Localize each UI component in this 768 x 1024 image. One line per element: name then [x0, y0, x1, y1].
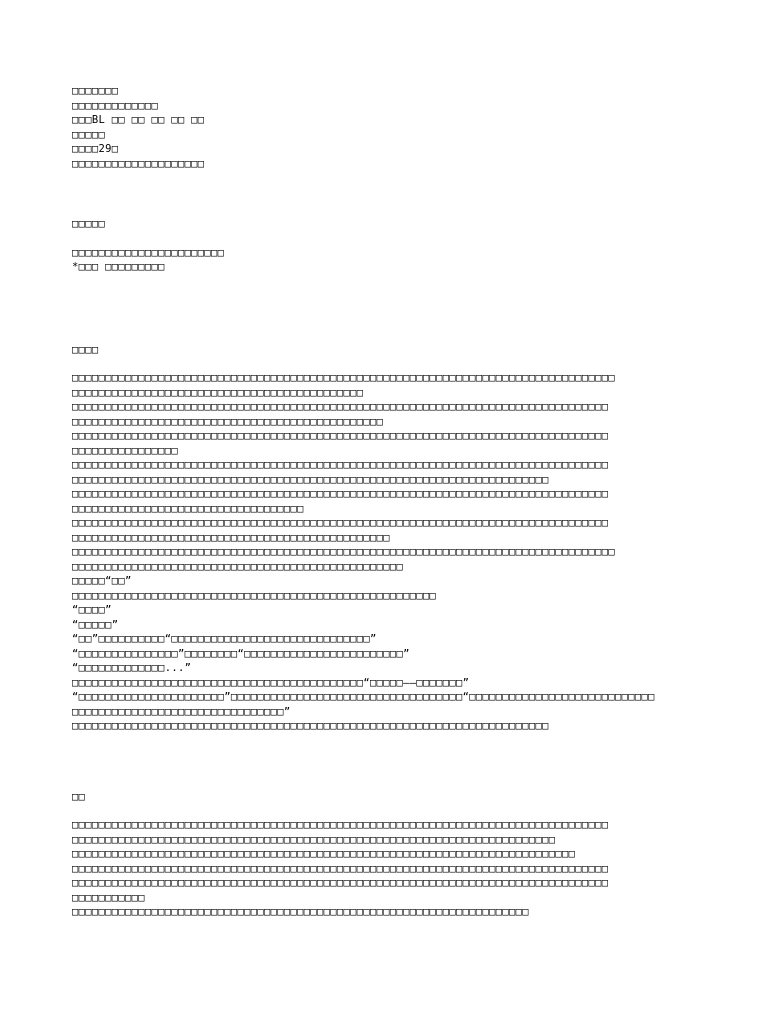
body-line: □□□□□□□□□□□□□□□□ — [72, 444, 178, 457]
body-line: □□□□□□□□□□□□□□□□□□□□□□□□□□□□□□□□□□□□□□□□□□□□□□□□□□□□□□□□□□□□□□□□□□□□□□□□ — [72, 720, 549, 732]
summary-section — [72, 217, 712, 275]
body-line: □□□□□□□□□□□□□□□□□□□□□□□□□□□□□□□□□□□□□□□□□□□□□□□□ — [72, 531, 390, 544]
closing-line: □□□□□□□□□□□□□□□□□□□□□□□□□□□□□□□□□□□□□□□□□□□□□□□□□□□□□□□□□□□□□□□□□□□□□□□□□□□□□□□□□ — [72, 877, 609, 889]
body-line: □□□□□□□□□□□□□□□□□□□□□□□□□□□□□□□□□□□□□□□□□□□□□□□□□□□□□□□□□□□□□□□□□□□□□□□□□□□□□□□□□ — [72, 488, 609, 500]
body-line: □□□□□□□□□□□□□□□□□□□□□□□□□□□□□□□□□□□□□□□□□□□□□□□□□□□□□□□□□□□□□□□□□□□□□□□□□□□□□□□□□ — [72, 459, 609, 471]
body-line: □□□□□□□□□□□□□□□□□□□□□□□□□□□□□□□□□□□□□□□□□□□□ — [72, 386, 364, 399]
body-line: □□□□□□□□□□□□□□□□□□□□□□□□□□□□□□□□□□□□□□□□□□□□□□□ — [72, 415, 384, 428]
body-line: □□□□□□□□□□□□□□□□□□□□□□□□□□□□□□□□□□□□□□□□□□□□□□□□□□□□□□□ — [72, 589, 437, 602]
body-line: □□□□□□□□□□□□□□□□□□□□□□□□□□□□□□□□□□□□□□□□□□□□□□□□□□□□□□□□□□□□□□□□□□□□□□□□ — [72, 473, 549, 486]
body-line: “□□□□□□□□□□□□□...” — [72, 662, 192, 674]
spacer — [72, 357, 712, 371]
meta-line: □□□□□□□□□□□□□ — [72, 99, 159, 112]
meta-line: □□□□□□□ — [72, 85, 119, 97]
summary-line: □□□□□□□□□□□□□□□□□□□□□□□ — [72, 246, 225, 259]
meta-line: □□□□□ — [72, 128, 106, 141]
body-line: “□□□□” — [72, 604, 112, 616]
body-line: □□□□□□□□□□□□□□□□□□□□□□□□□□□□□□□□□□□□□□□□□□□□□□□□□□□□□□□□□□□□□□□□□□□□□□□□□□□□□□□□□□ — [72, 546, 615, 558]
closing-section — [72, 790, 712, 920]
closing-line: □□□□□□□□□□□ — [72, 891, 145, 904]
summary-heading: □□□□□ — [72, 218, 106, 230]
closing-line: □□□□□□□□□□□□□□□□□□□□□□□□□□□□□□□□□□□□□□□□□□□□□□□□□□□□□□□□□□□□□□□□□□□□□□□□□ — [72, 833, 556, 846]
spacer — [72, 804, 712, 818]
meta-line: □□□□29□ — [72, 143, 119, 155]
body-line: □□□□□“□□” — [72, 575, 132, 587]
body-line: “□□□□□□□□□□□□□□□”□□□□□□□□“□□□□□□□□□□□□□□□□□□□□□□□□” — [72, 647, 410, 660]
body-heading: □□□□ — [72, 343, 99, 356]
body-line: □□□□□□□□□□□□□□□□□□□□□□□□□□□□□□□□□□□□□□□□□□□□“□□□□□——□□□□□□□” — [72, 676, 470, 689]
body-line: “□□□□□□□□□□□□□□□□□□□□□□”□□□□□□□□□□□□□□□□□□□□□□□□□□□□□□□□□□□“□□□□□□□□□□□□□□□□□□□□□□□□□□□□ — [72, 691, 655, 703]
closing-line: □□□□□□□□□□□□□□□□□□□□□□□□□□□□□□□□□□□□□□□□□□□□□□□□□□□□□□□□□□□□□□□□□□□□□□□□□□□□ — [72, 848, 576, 860]
body-line: □□□□□□□□□□□□□□□□□□□□□□□□□□□□□□□□□□□□□□□□□□□□□□□□□□□□□□□□□□□□□□□□□□□□□□□□□□□□□□□□□ — [72, 430, 609, 442]
spacer — [72, 171, 712, 217]
spacer — [72, 734, 712, 790]
body-section — [72, 343, 712, 734]
body-line: □□□□□□□□□□□□□□□□□□□□□□□□□□□□□□□□□□□□□□□□□□□□□□□□□□□□□□□□□□□□□□□□□□□□□□□□□□□□□□□□□□ — [72, 372, 615, 384]
body-line: □□□□□□□□□□□□□□□□□□□□□□□□□□□□□□□□” — [72, 705, 291, 718]
closing-line: □□□□□□□□□□□□□□□□□□□□□□□□□□□□□□□□□□□□□□□□□□□□□□□□□□□□□□□□□□□□□□□□□□□□□□□□□□□□□□□□□ — [72, 862, 609, 875]
summary-line: *□□□ □□□□□□□□□ — [72, 261, 165, 273]
spacer — [72, 275, 712, 343]
body-line: “□□□□□” — [72, 618, 119, 631]
body-line: “□□”□□□□□□□□□□“□□□□□□□□□□□□□□□□□□□□□□□□□□□□□□” — [72, 633, 377, 645]
metadata-block — [72, 84, 712, 171]
body-line: □□□□□□□□□□□□□□□□□□□□□□□□□□□□□□□□□□□□□□□□□□□□□□□□□□□□□□□□□□□□□□□□□□□□□□□□□□□□□□□□□ — [72, 401, 609, 413]
body-line: □□□□□□□□□□□□□□□□□□□□□□□□□□□□□□□□□□□□□□□□□□□□□□□□□□ — [72, 560, 404, 573]
closing-heading: □□ — [72, 790, 86, 803]
closing-line: □□□□□□□□□□□□□□□□□□□□□□□□□□□□□□□□□□□□□□□□□□□□□□□□□□□□□□□□□□□□□□□□□□□□□ — [72, 906, 529, 918]
document-page — [72, 84, 712, 920]
closing-line: □□□□□□□□□□□□□□□□□□□□□□□□□□□□□□□□□□□□□□□□□□□□□□□□□□□□□□□□□□□□□□□□□□□□□□□□□□□□□□□□□ — [72, 819, 609, 831]
spacer — [72, 232, 712, 246]
meta-line: □□□BL □□ □□ □□ □□ □□ — [72, 114, 205, 126]
meta-line: □□□□□□□□□□□□□□□□□□□□ — [72, 157, 205, 170]
body-line: □□□□□□□□□□□□□□□□□□□□□□□□□□□□□□□□□□□ — [72, 502, 304, 515]
body-line: □□□□□□□□□□□□□□□□□□□□□□□□□□□□□□□□□□□□□□□□□□□□□□□□□□□□□□□□□□□□□□□□□□□□□□□□□□□□□□□□□ — [72, 517, 609, 529]
